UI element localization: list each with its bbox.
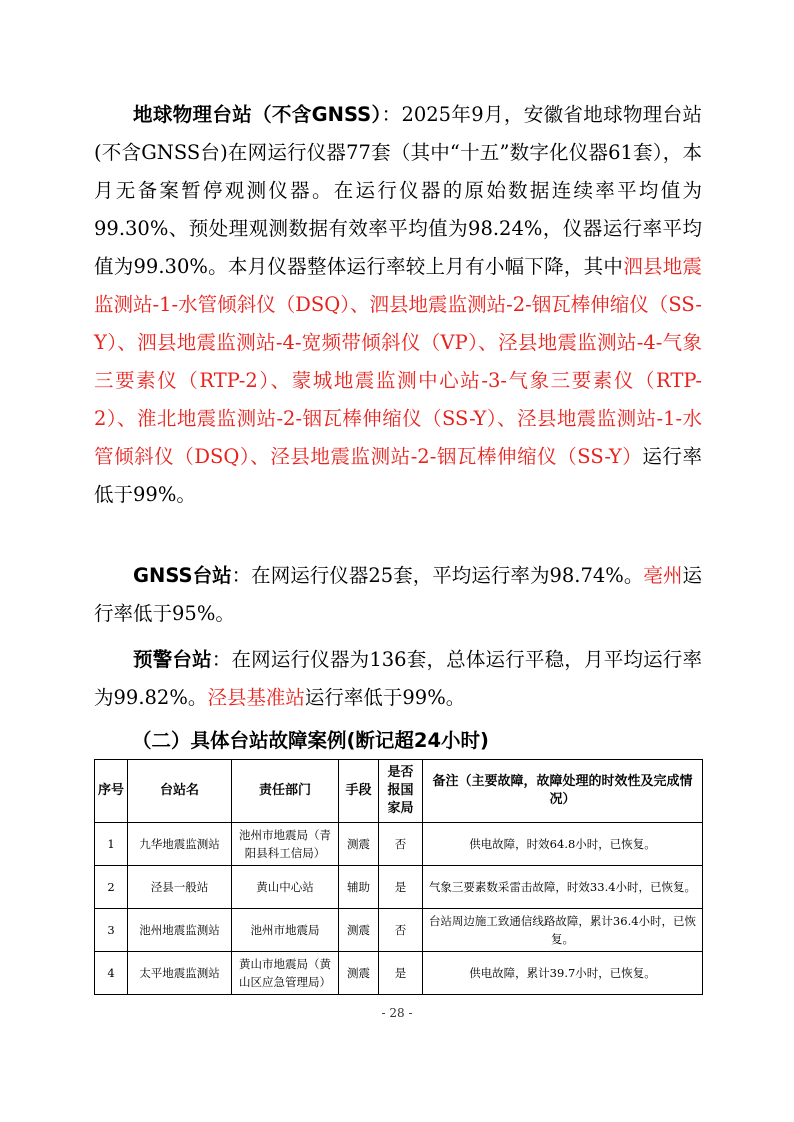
fault-cases-table — [94, 759, 703, 995]
cell-remark: 台站周边施工致通信线路故障，累计36.4小时，已恢复。 — [423, 909, 703, 952]
table-row — [95, 823, 703, 866]
page-number: - 28 - — [381, 1006, 413, 1020]
cell-seq: 4 — [95, 952, 128, 995]
lead-geophysical: 地球物理台站（不含GNSS） — [133, 103, 382, 126]
cell-seq: 1 — [95, 823, 128, 866]
cell-station: 太平地震监测站 — [128, 952, 232, 995]
header-seq: 序号 — [95, 760, 128, 823]
cell-dept: 池州市地震局（青阳县科工信局） — [232, 823, 339, 866]
cell-seq: 3 — [95, 909, 128, 952]
header-dept: 责任部门 — [232, 760, 339, 823]
text-warning-tail: 运行率低于99%。 — [304, 686, 466, 709]
text-geophysical-tail: 运行率低于99%。 — [94, 445, 702, 506]
text-geophysical-body: ：2025年9月，安徽省地球物理台站(不含GNSS台)在网运行仪器77套（其中“十五”数字化仪器61套），本月无备案暂停观测仪器。在运行仪器的原始数据连续率平均值为99.30%、预处理观测数据有效率平均值为98.24%，仪器运行率平均值为99.30%。本月仪器整体运行率较上月有小幅下降，其中 — [94, 103, 702, 278]
cell-station: 九华地震监测站 — [128, 823, 232, 866]
text-gnss-body: ：在网运行仪器25套，平均运行率为98.74%。 — [231, 564, 644, 587]
lead-warning: 预警台站 — [133, 648, 212, 671]
text-warning-body: ：在网运行仪器为136套，总体运行平稳，月平均运行率为99.82%。 — [94, 648, 702, 709]
cell-station: 池州地震监测站 — [128, 909, 232, 952]
table-header-row — [95, 760, 703, 823]
cell-remark: 供电故障，时效64.8小时，已恢复。 — [423, 823, 703, 866]
cell-dept: 黄山中心站 — [232, 866, 339, 909]
cell-method: 测震 — [339, 823, 379, 866]
highlight-gnss-station: 亳州 — [643, 564, 683, 587]
cell-reported: 是 — [379, 952, 423, 995]
cell-method: 测震 — [339, 909, 379, 952]
highlight-warning-station: 泾县基准站 — [207, 686, 305, 709]
cell-station: 泾县一般站 — [128, 866, 232, 909]
header-method: 手段 — [339, 760, 379, 823]
cell-dept: 黄山市地震局（黄山区应急管理局） — [232, 952, 339, 995]
cell-method: 辅助 — [339, 866, 379, 909]
header-station: 台站名 — [128, 760, 232, 823]
section-heading: （二）具体台站故障案例(断记超24小时) — [132, 729, 489, 752]
text-gnss-tail: 运行率低于95%。 — [94, 564, 702, 625]
header-remark: 备注（主要故障，故障处理的时效性及完成情况） — [423, 760, 703, 823]
cell-method: 测震 — [339, 952, 379, 995]
cell-reported: 否 — [379, 909, 423, 952]
cell-seq: 2 — [95, 866, 128, 909]
cell-remark: 气象三要素数采雷击故障，时效33.4小时，已恢复。 — [423, 866, 703, 909]
table-row — [95, 866, 703, 909]
highlight-low-rate-instruments: 泗县地震监测站-1-水管倾斜仪（DSQ）、泗县地震监测站-2-铟瓦棒伸缩仪（SS-Y）、泗县地震监测站-4-宽频带倾斜仪（VP）、泾县地震监测站-4-气象三要素仪（RTP-2）、蒙城地震监测中心站-3-气象三要素仪（RTP-2）、淮北地震监测站-2-铟瓦棒伸缩仪（SS-Y）、泾县地震监测站-1-水管倾斜仪（DSQ）、泾县地震监测站-2-铟瓦棒伸缩仪（SS-Y） — [94, 255, 702, 468]
lead-gnss: GNSS台站 — [133, 564, 232, 587]
table-row — [95, 909, 703, 952]
paragraph-gnss-stations — [94, 557, 702, 633]
table-row — [95, 952, 703, 995]
cell-reported: 否 — [379, 823, 423, 866]
cell-remark: 供电故障，累计39.7小时，已恢复。 — [423, 952, 703, 995]
paragraph-warning-stations — [94, 641, 702, 717]
cell-dept: 池州市地震局 — [232, 909, 339, 952]
paragraph-geophysical-stations — [94, 96, 702, 514]
header-reported: 是否报国家局 — [379, 760, 423, 823]
cell-reported: 是 — [379, 866, 423, 909]
